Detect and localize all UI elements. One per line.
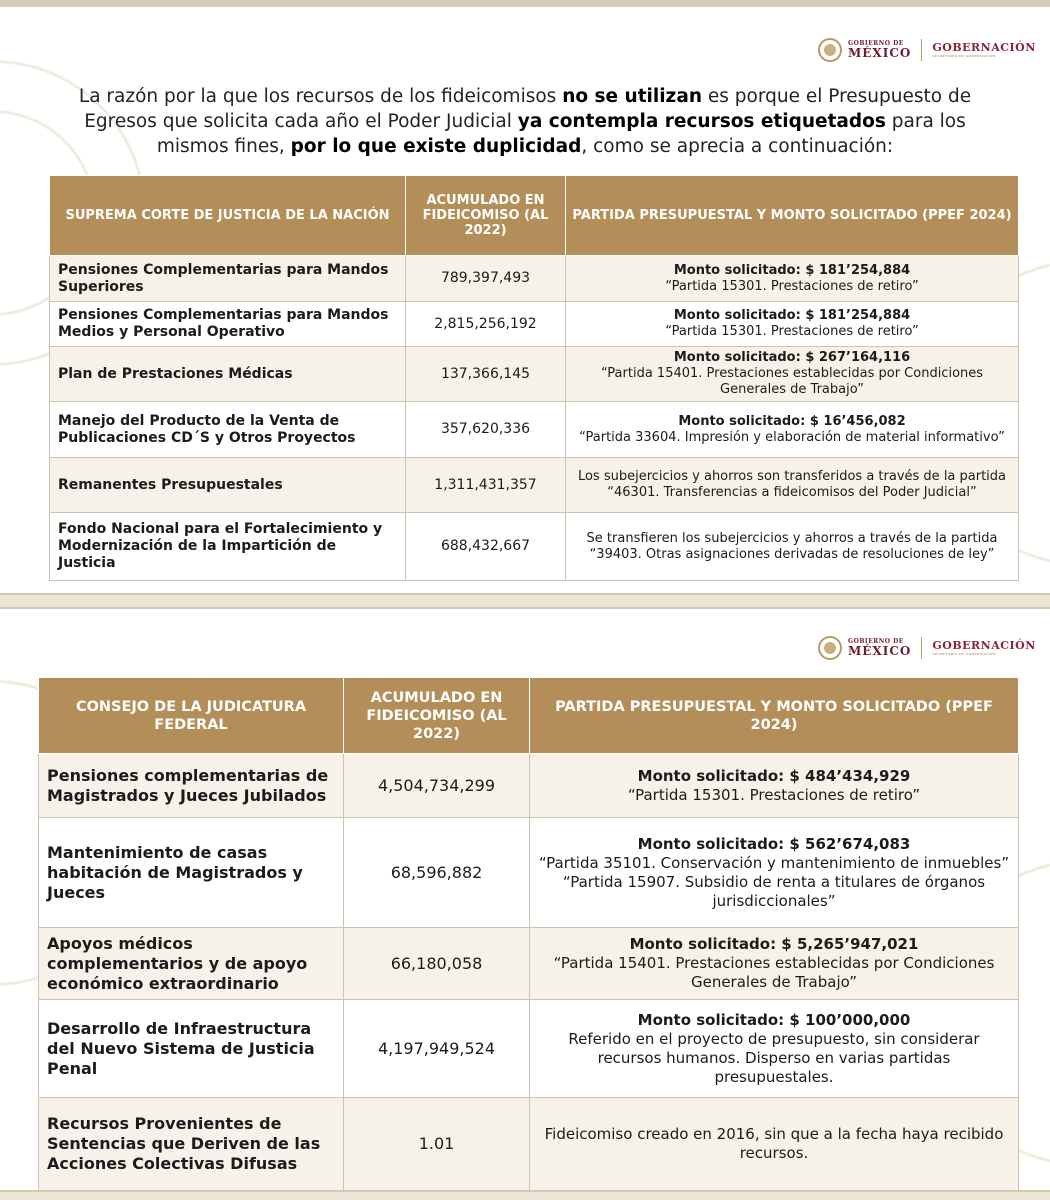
scjn-table (49, 175, 1019, 581)
concepto-cell: Recursos Provenientes de Sentencias que Deriven de las Acciones Colectivas Difusas (39, 1098, 344, 1191)
intro-text: La razón por la que los recursos de los fideicomisos (78, 86, 563, 107)
intro-text: para los mismos fines, (156, 111, 966, 157)
partida-text: “Partida 15301. Prestaciones de retiro” (627, 785, 921, 804)
table-row (39, 1000, 1019, 1098)
concepto-cell: Desarrollo de Infraestructura del Nuevo Sistema de Justicia Penal (39, 1000, 344, 1098)
acumulado-cell: 4,197,949,524 (344, 1000, 530, 1098)
gobernacion-text: GOBERNACIÓN SECRETARÍA DE GOBERNACIÓN (932, 639, 1036, 656)
partida-cell (530, 754, 1019, 818)
header-acumulado: ACUMULADO EN FIDEICOMISO (AL 2022) (344, 678, 530, 754)
partida-text: Se transfieren los subejercicios y ahorros a través de la partida “39403. Otras asignaciones derivadas de resoluciones de ley” (586, 530, 998, 562)
acumulado-cell: 789,397,493 (406, 256, 566, 302)
concepto-cell: Pensiones complementarias de Magistrados y Jueces Jubilados (39, 754, 344, 818)
partida-text: “Partida 15401. Prestaciones establecidas por Condiciones Generales de Trabajo” (600, 366, 984, 397)
monto-solicitado: Monto solicitado: $ 181’254,884 (673, 308, 911, 323)
intro-emphasis: ya contempla recursos etiquetados (517, 111, 886, 132)
cjf-table (38, 677, 1019, 1191)
header-concepto: CONSEJO DE LA JUDICATURA FEDERAL (39, 678, 344, 754)
partida-cell (530, 1098, 1019, 1191)
table-row (50, 302, 1019, 347)
partida-text: Los subejercicios y ahorros son transferidos a través de la partida “46301. Transferencias a fideicomisos del Poder Judicial” (577, 469, 1007, 500)
monto-solicitado: Monto solicitado: $ 267’164,116 (673, 350, 911, 365)
partida-cell (566, 402, 1019, 458)
header-acumulado: ACUMULADO EN FIDEICOMISO (AL 2022) (406, 176, 566, 256)
gobierno-logo (818, 636, 1036, 660)
concepto-cell: Pensiones Complementarias para Mandos Superiores (50, 256, 406, 302)
monto-solicitado: Monto solicitado: $ 100’000,000 (637, 1010, 911, 1029)
partida-text: “Partida 35101. Conservación y mantenimiento de inmuebles” (538, 853, 1010, 872)
monto-solicitado: Monto solicitado: $ 562’674,083 (637, 834, 911, 853)
table-row (50, 347, 1019, 402)
concepto-cell: Remanentes Presupuestales (50, 458, 406, 513)
partida-cell (566, 458, 1019, 513)
acumulado-cell: 4,504,734,299 (344, 754, 530, 818)
table-row (39, 818, 1019, 928)
concepto-cell: Fondo Nacional para el Fortalecimiento y Modernización de la Impartición de Justicia (50, 513, 406, 581)
logo-divider (921, 637, 922, 659)
acumulado-cell: 1.01 (344, 1098, 530, 1191)
partida-text: “Partida 15907. Subsidio de renta a titulares de órganos jurisdiccionales” (562, 872, 986, 910)
header-partida: PARTIDA PRESUPUESTAL Y MONTO SOLICITADO (PPEF 2024) (530, 678, 1019, 754)
mexico-seal-icon (818, 38, 842, 62)
table-row (39, 928, 1019, 1000)
monto-solicitado: Monto solicitado: $ 484’434,929 (637, 766, 911, 785)
acumulado-cell: 137,366,145 (406, 347, 566, 402)
partida-text: “Partida 15301. Prestaciones de retiro” (665, 324, 919, 339)
acumulado-cell: 68,596,882 (344, 818, 530, 928)
mexico-seal-icon (818, 636, 842, 660)
acumulado-cell: 357,620,336 (406, 402, 566, 458)
concepto-cell: Manejo del Producto de la Venta de Publicaciones CD´S y Otros Proyectos (50, 402, 406, 458)
partida-text: Fideicomiso creado en 2016, sin que a la fecha haya recibido recursos. (544, 1125, 1004, 1162)
table-row (39, 1098, 1019, 1191)
partida-text: “Partida 33604. Impresión y elaboración de material informativo” (579, 429, 1005, 445)
concepto-cell: Plan de Prestaciones Médicas (50, 347, 406, 402)
header-concepto: SUPREMA CORTE DE JUSTICIA DE LA NACIÓN (50, 176, 406, 256)
intro-emphasis: no se utilizan (562, 86, 702, 107)
gobernacion-text: GOBERNACIÓN SECRETARÍA DE GOBERNACIÓN (932, 41, 1036, 58)
page-separator (0, 593, 1050, 609)
gobierno-mexico-text: GOBIERNO DE MÉXICO (848, 638, 912, 658)
table-row (50, 458, 1019, 513)
partida-cell (566, 256, 1019, 302)
partida-cell (530, 928, 1019, 1000)
acumulado-cell: 1,311,431,357 (406, 458, 566, 513)
table-row (50, 402, 1019, 458)
table-row (50, 513, 1019, 581)
concepto-cell: Apoyos médicos complementarios y de apoyo económico extraordinario (39, 928, 344, 1000)
partida-text: “Partida 15401. Prestaciones establecidas por Condiciones Generales de Trabajo” (553, 954, 995, 991)
gobierno-mexico-text: GOBIERNO DE MÉXICO (848, 40, 912, 60)
partida-cell (566, 302, 1019, 347)
partida-text: Referido en el proyecto de presupuesto, sin considerar recursos humanos. Disperso en varias partidas presupuestales. (568, 1029, 980, 1086)
intro-paragraph (50, 84, 1000, 159)
intro-text: es porque el Presupuesto de Egresos que solicita cada año el Poder Judicial (84, 86, 972, 132)
top-band (0, 0, 1050, 7)
monto-solicitado: Monto solicitado: $ 181’254,884 (673, 262, 911, 278)
partida-cell (566, 347, 1019, 402)
acumulado-cell: 2,815,256,192 (406, 302, 566, 347)
intro-emphasis: por lo que existe duplicidad (290, 136, 582, 157)
partida-cell (530, 1000, 1019, 1098)
partida-cell (530, 818, 1019, 928)
header-partida: PARTIDA PRESUPUESTAL Y MONTO SOLICITADO (PPEF 2024) (566, 176, 1019, 256)
logo-divider (921, 39, 922, 61)
partida-cell (566, 513, 1019, 581)
intro-text: , como se aprecia a continuación: (581, 136, 894, 157)
concepto-cell: Mantenimiento de casas habitación de Magistrados y Jueces (39, 818, 344, 928)
table-row (50, 256, 1019, 302)
table-row (39, 754, 1019, 818)
acumulado-cell: 66,180,058 (344, 928, 530, 1000)
bottom-band (0, 1190, 1050, 1200)
concepto-cell: Pensiones Complementarias para Mandos Medios y Personal Operativo (50, 302, 406, 347)
acumulado-cell: 688,432,667 (406, 513, 566, 581)
gobierno-logo (818, 38, 1036, 62)
monto-solicitado: Monto solicitado: $ 5,265’947,021 (629, 935, 919, 953)
monto-solicitado: Monto solicitado: $ 16’456,082 (678, 413, 906, 429)
partida-text: “Partida 15301. Prestaciones de retiro” (665, 278, 919, 294)
